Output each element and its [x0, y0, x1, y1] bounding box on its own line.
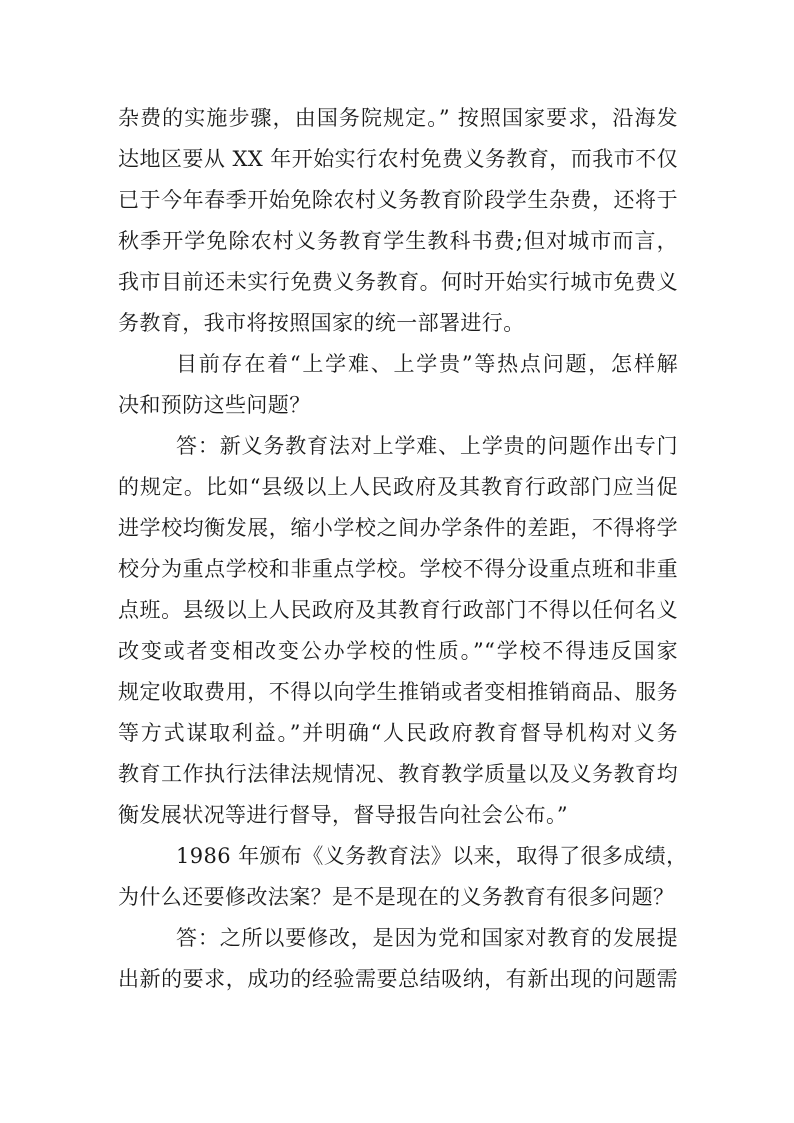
text-line: 答：之所以要修改，是因为党和国家对教育的发展提 — [176, 926, 678, 950]
text-line: 答：新义务教育法对上学难、上学贵的问题作出专门 — [176, 434, 678, 458]
text-line: 衡发展状况等进行督导，督导报告向社会公布。” — [118, 803, 569, 827]
text-line: 秋季开学免除农村义务教育学生教科书费;但对城市而言， — [118, 229, 678, 253]
paragraph — [118, 918, 678, 1000]
text-line: 改变或者变相改变公办学校的性质。”“学校不得违反国家 — [118, 639, 678, 663]
text-line: 1986 年颁布《义务教育法》以来，取得了很多成绩， — [176, 844, 688, 868]
text-line: 决和预防这些问题？ — [118, 393, 311, 417]
text-line: 教育工作执行法律法规情况、教育教学质量以及义务教育均 — [118, 762, 678, 786]
document-body — [118, 98, 688, 1000]
text-line: 我市目前还未实行免费义务教育。何时开始实行城市免费义 — [118, 270, 678, 294]
text-line: 等方式谋取利益。”并明确“人民政府教育督导机构对义务 — [118, 721, 678, 745]
text-line: 的规定。比如“县级以上人民政府及其教育行政部门应当促 — [118, 475, 678, 499]
paragraph — [118, 344, 678, 426]
paragraph — [118, 836, 688, 918]
text-line: 规定收取费用，不得以向学生推销或者变相推销商品、服务 — [118, 680, 678, 704]
text-line: 出新的要求，成功的经验需要总结吸纳，有新出现的问题需 — [118, 967, 678, 991]
paragraph — [118, 98, 678, 344]
text-line: 务教育，我市将按照国家的统一部署进行。 — [118, 311, 525, 335]
text-line: 杂费的实施步骤，由国务院规定。” 按照国家要求，沿海发 — [118, 106, 678, 130]
text-line: 目前存在着“上学难、上学贵”等热点问题，怎样解 — [176, 352, 678, 376]
text-line: 达地区要从 XX 年开始实行农村免费义务教育，而我市不仅 — [118, 147, 678, 171]
paragraph — [118, 426, 678, 836]
text-line: 为什么还要修改法案？是不是现在的义务教育有很多问题？ — [118, 885, 675, 909]
text-line: 已于今年春季开始免除农村义务教育阶段学生杂费，还将于 — [118, 188, 678, 212]
text-line: 进学校均衡发展，缩小学校之间办学条件的差距，不得将学 — [118, 516, 678, 540]
text-line: 点班。县级以上人民政府及其教育行政部门不得以任何名义 — [118, 598, 678, 622]
text-line: 校分为重点学校和非重点学校。学校不得分设重点班和非重 — [118, 557, 678, 581]
